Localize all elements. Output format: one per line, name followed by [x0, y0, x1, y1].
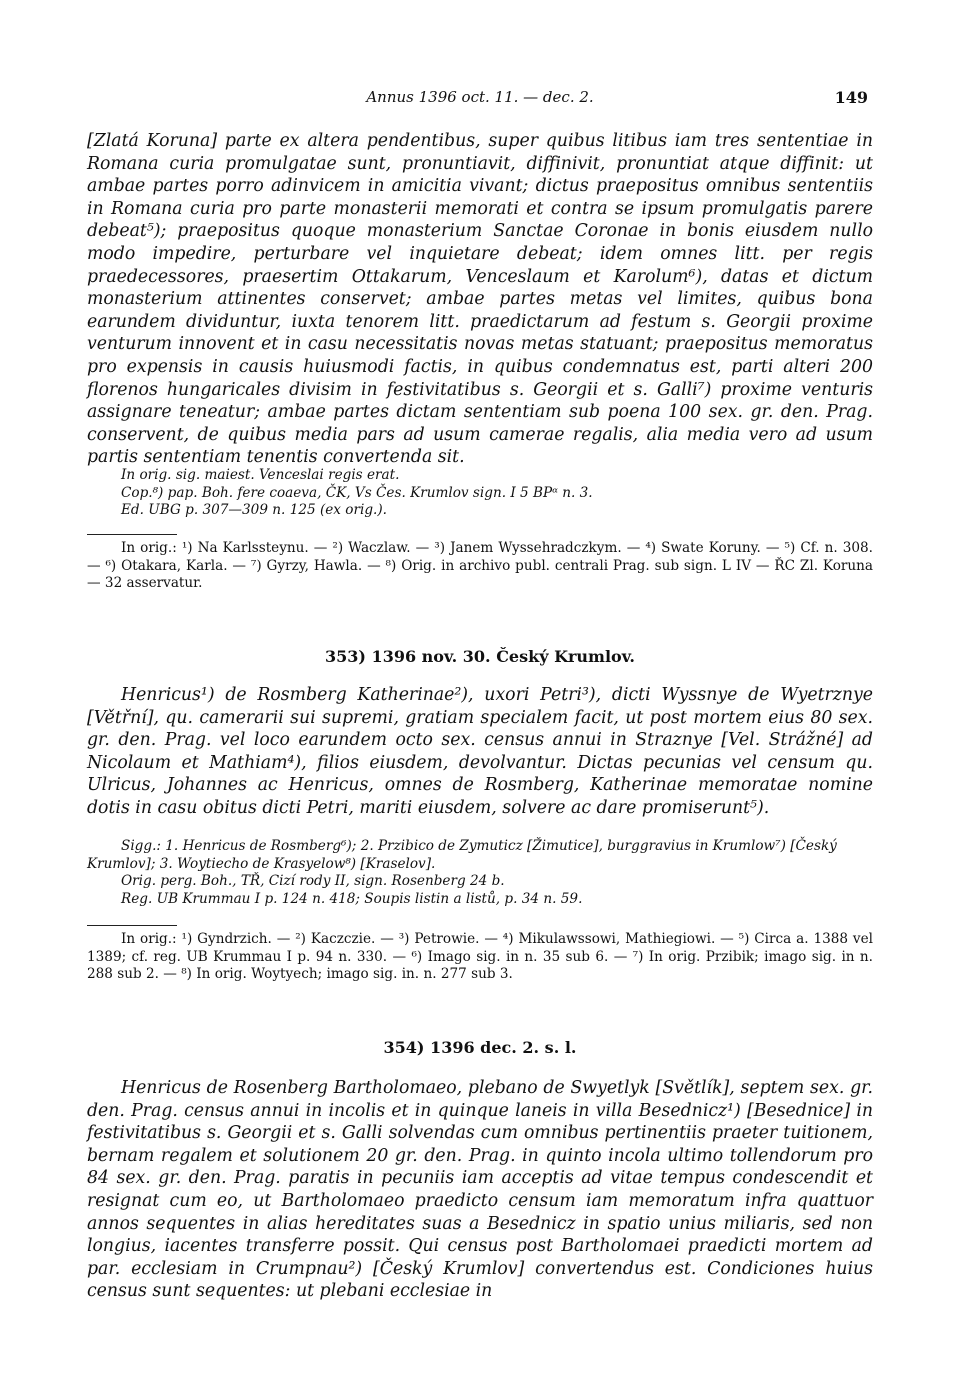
doc-353-text: Henricus¹) de Rosmberg Katherinae²), uxori Petri³), dicti Wyssnye de Wyetrznye [Větřní], qu. camerarii sui supremi, gratiam specialem facit, ut post mortem eius 80 sex. gr. den. Prag. vel loco earundem octo sex. census annui in Straznye [Vel. Strážné] ad Nicolaum et Mathiam⁴), filios eiusdem, devolvantur. Dictas pecunias vel censum qu. Ulricus, Johannes ac Henricus, omnes de Rosmberg, Katherinae memoratae nomine dotis in casu obitus dicti Petri, mariti eiusdem, solvere ac dare promiserunt⁵). [87, 685, 873, 818]
doc-354-body [87, 1077, 873, 1303]
doc-352-notes [87, 467, 873, 520]
doc-352-text: [Zlatá Koruna] parte ex altera pendentibus, super quibus litibus iam tres sententiae in Romana curia promulgatae sunt, pronuntiavit, diffinivit, pronuntiat atque diffinit: ut ambae partes porro adinvicem in amicitia vivant; dictus praepositus omnibus sententiis in Romana curia pro parte monasterii memorati et contra se ipsum promulgatis parere debeat⁵); praepositus quoque monasterium Sanctae Coronae in bonis eiusdem nullo modo impedire, perturbare vel inquietare debeat; idem omnes litt. per regis praedecessores, praesertim Ottakarum, Venceslaum et Karolum⁶), datas et dictum monasterium attinentes conservet; ambae partes metas vel limites, quibus bona earundem dividuntur, iuxta tenorem litt. praedictarum ad festum s. Georgii proxime venturum innovent et in casu necessitatis novas metas statuant; praepositus memoratus pro expensis in causis huiusmodi factis, in quibus condemnatus est, parti alteri 200 florenos hungaricales divisim in festivitatibus s. Georgii et s. Galli⁷) proxime venturis assignare teneatur; ambae partes dictam sententiam sub poena 100 sex. gr. den. Prag. conservent, de quibus media pars ad usum camerae regalis, alia media vero ad usum partis sententiam tenentis convertenda sit. [87, 131, 873, 468]
doc-352-note-edition: Ed. UBG p. 307—309 n. 125 (ex orig.). [121, 502, 387, 518]
doc-352-continuation [87, 130, 873, 469]
running-title: Annus 1396 oct. 11. — dec. 2. [366, 88, 594, 106]
footnote-rule [87, 534, 177, 535]
doc-353-note-original: Orig. perg. Boh., TŘ, Cizí rody II, sign. Rosenberg 24 b. [121, 873, 505, 889]
doc-354-heading: 354) 1396 dec. 2. s. l. [383, 1038, 577, 1057]
doc-352-note-copy: Cop.⁸) pap. Boh. fere coaeva, ČK, Vs Čes. Krumlov sign. I 5 BPᵅ n. 3. [121, 484, 593, 501]
doc-353-note-seals: Sigg.: 1. Henricus de Rosmberg⁶); 2. Przibico de Zymuticz [Žimutice], burggravius in Krumlow⁷) [Český Krumlov]; 3. Woytiecho de Krasyelow⁸) [Kraselov]. [87, 838, 837, 872]
footnote-rule [87, 925, 177, 926]
doc-353-notes [87, 838, 873, 908]
running-head [0, 88, 960, 112]
doc-352-footnotes [87, 540, 873, 593]
page-number: 149 [834, 88, 868, 107]
doc-353-footnote-text: In orig.: ¹) Gyndrzich. — ²) Kaczczie. — ³) Petrowie. — ⁴) Mikulawssowi, Mathiegiowi. — ⁵) Circa a. 1388 vel 1389; cf. reg. UB Krummau I p. 94 n. 330. — ⁶) Imago sig. in n. 35 sub 6. — ⁷) In orig. Przibik; imago sig. in n. 288 sub 2. — ⁸) In orig. Woytyech; imago sig. in. n. 277 sub 3. [87, 931, 873, 982]
doc-353-note-regest: Reg. UB Krummau I p. 124 n. 418; Soupis listin a listů, p. 34 n. 59. [121, 890, 583, 907]
doc-352-footnote-text: In orig.: ¹) Na Karlssteynu. — ²) Waczlaw. — ³) Janem Wyssehradczkym. — ⁴) Swate Koruny. — ⁵) Cf. n. 308. — ⁶) Otakara, Karla. — ⁷) Gyrzy, Hawla. — ⁸) Orig. in archivo publ. centrali Prag. sub sign. L IV — ŘC Zl. Koruna — 32 asservatur. [87, 540, 873, 591]
doc-354-text: Henricus de Rosenberg Bartholomaeo, plebano de Swyetlyk [Světlík], septem sex. gr. den. Prag. census annui in incolis et in quinque laneis in villa Besednicz¹) [Besednice] in festivitatibus s. Georgii et s. Galli solvendas cum omnibus pertinentiis praeter tuitionem, bernam regalem et solutionem 20 gr. den. Prag. in quinto incola ultimo tollendorum pro 84 sex. gr. den. Prag. paratis in pecuniis iam acceptis ad vitae tempus condescendit et resignat cum eo, ut Bartholomaeo praedicto censum iam memoratum infra quattuor annos sequentes in alias hereditates suas a Besednicz in spatio unius miliaris, sed non longius, iacentes transferre possit. Qui census post Bartholomaei praedicti mortem ad par. ecclesiam in Crumpnau²) [Český Krumlov] convertendus est. Condiciones huius census sunt sequentes: ut plebani ecclesiae in [87, 1078, 873, 1302]
doc-353-footnotes [87, 931, 873, 984]
doc-353-body [87, 684, 873, 820]
doc-353-heading: 353) 1396 nov. 30. Český Krumlov. [325, 647, 635, 666]
doc-352-note-seal: In orig. sig. maiest. Venceslai regis erat. [121, 467, 400, 483]
